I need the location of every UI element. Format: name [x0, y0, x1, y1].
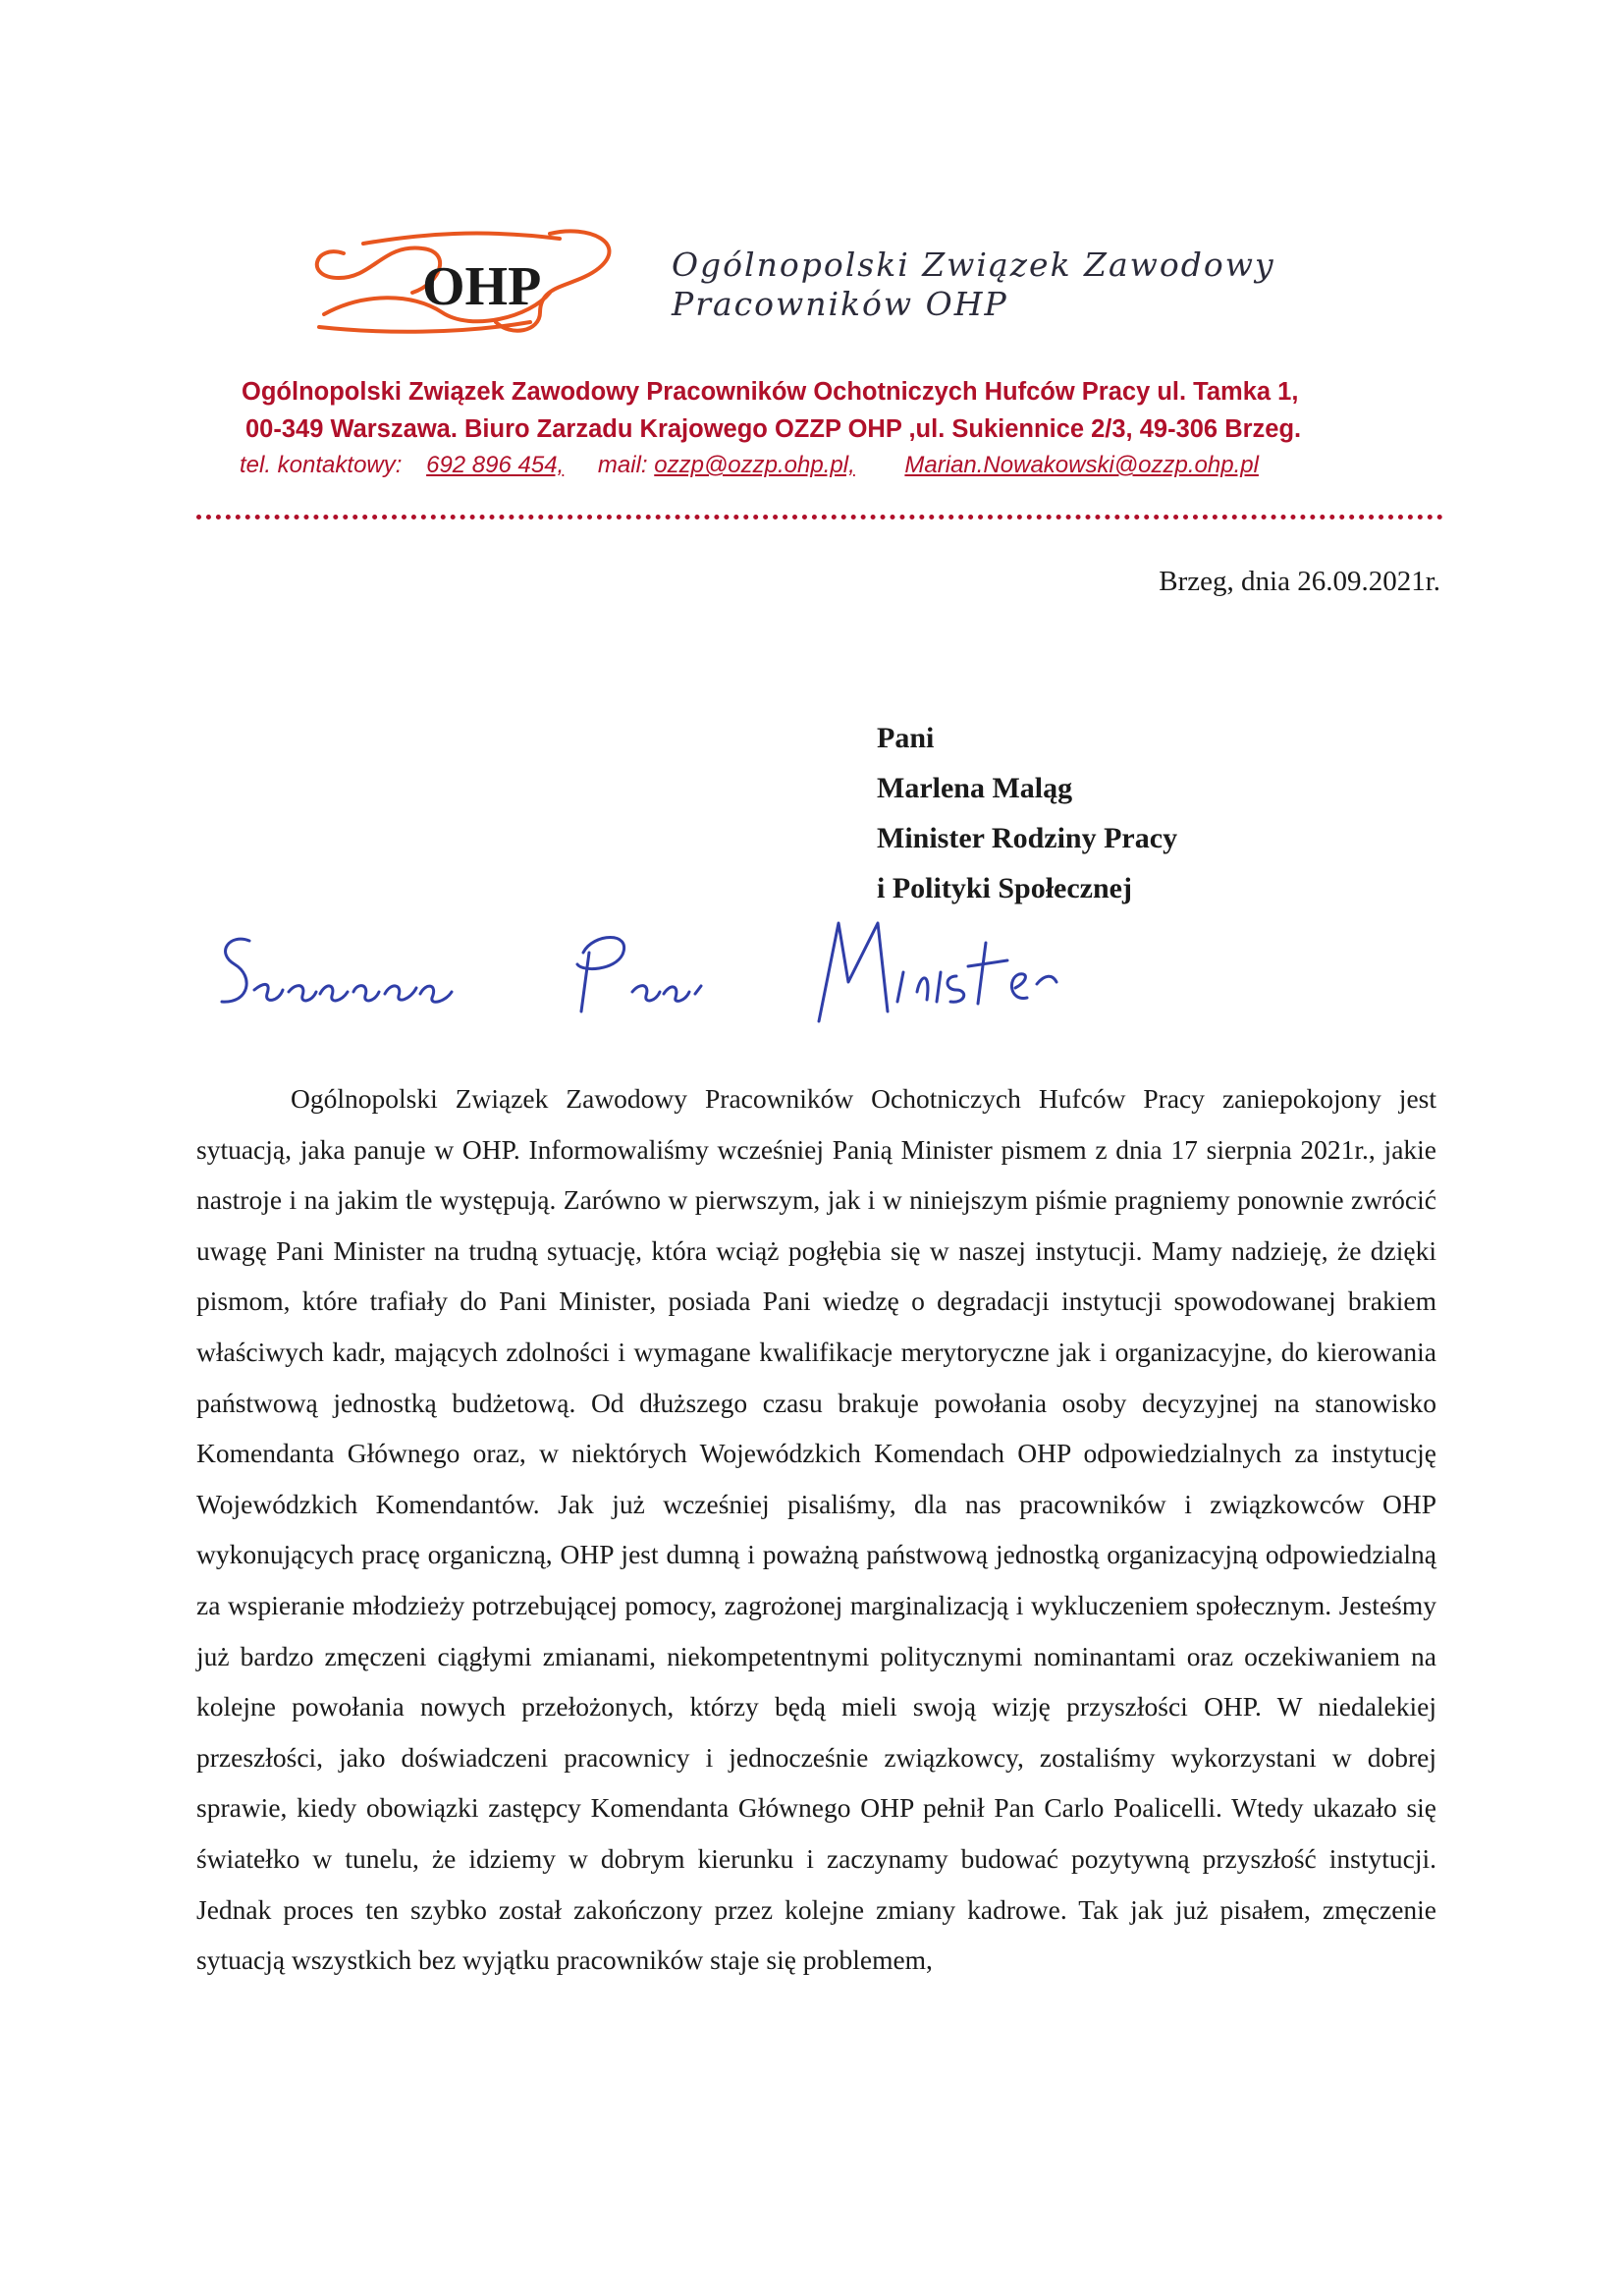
letterhead-org-name [672, 246, 1275, 324]
body-paragraph: Ogólnopolski Związek Zawodowy Pracowników Ochotniczych Hufców Pracy zaniepokojony jest sytuacją, jaka panuje w OHP. Informowaliśmy wcześniej Panią Minister pismem z dnia 17 sierpnia 2021r., jakie nastroje i na jakim tle występują. Zarówno w pierwszym, jak i w niniejszym piśmie pragniemy ponownie zwrócić uwagę Pani Minister na trudną sytuację, która wciąż pogłębia się w naszej instytucji. Mamy nadzieję, że dzięki pismom, które trafiały do Pani Minister, posiada Pani wiedzę o degradacji instytucji spowodowanej brakiem właściwych kadr, mających zdolności i wymagane kwalifikacje merytoryczne jak i organizacyjne, do kierowania państwową jednostką budżetową. Od dłuższego czasu brakuje powołania osoby decyzyjnej na stanowisko Komendanta Głównego oraz, w niektórych Wojewódzkich Komendach OHP odpowiedzialnych za instytucję Wojewódzkich Komendantów. Jak już wcześniej pisaliśmy, dla nas pracowników i związkowców OHP wykonujących pracę organiczną, OHP jest dumną i poważną państwową jednostką organizacyjną odpowiedzialną za wspieranie młodzieży potrzebującej pomocy, zagrożonej marginalizacją i wykluczeniem społecznym. Jesteśmy już bardzo zmęczeni ciągłymi zmianami, niekompetentnymi politycznymi nominantami oraz oczekiwaniem na kolejne powołania nowych przełożonych, którzy będą mieli swoją wizję przyszłości OHP. W niedalekiej przeszłości, jako doświadczeni pracownicy i jednocześnie związkowcy, zostaliśmy wykorzystani w dobrej sprawie, kiedy obowiązki zastępcy Komendanta Głównego OHP pełnił Pan Carlo Poalicelli. Wtedy ukazało się światełko w tunelu, że idziemy w dobrym kierunku i zaczynamy budować pozytywną przyszłość instytucji. Jednak proces ten szybko został zakończony przez kolejne zmiany kadrowe. Tak jak już pisałem, zmęczenie sytuacją wszystkich bez wyjątku pracowników staje się problemem, [196, 1083, 1436, 1976]
recipient-line-3: Minister Rodziny Pracy [877, 822, 1178, 854]
address-line-1: Ogólnopolski Związek Zawodowy Pracowników Ochotniczych Hufców Pracy ul. Tamka 1, [242, 378, 1299, 406]
mail-label: mail: [597, 452, 648, 478]
recipient-line-2: Marlena Maląg [877, 772, 1073, 804]
org-name-line-2: Pracowników OHP [672, 285, 1008, 323]
letterhead-divider [196, 515, 1443, 519]
email-link-primary[interactable]: ozzp@ozzp.ohp.pl, [654, 452, 855, 478]
recipient-line-1: Pani [877, 722, 935, 754]
place-and-date: Brzeg, dnia 26.09.2021r. [1159, 566, 1440, 597]
logo-text: OHP [422, 256, 542, 317]
recipient-block [877, 713, 1177, 913]
letter-body [196, 1073, 1436, 1986]
phone-number: 692 896 454, [426, 452, 565, 478]
handwritten-salutation [210, 913, 1094, 1041]
email-link-secondary[interactable]: Marian.Nowakowski@ozzp.ohp.pl [904, 452, 1259, 478]
letterhead-address [242, 373, 1449, 448]
address-line-2: 00-349 Warszawa. Biuro Zarzadu Krajowego OZZP OHP ,ul. Sukiennice 2/3, 49-306 Brzeg. [245, 415, 1302, 443]
contact-line [240, 452, 1259, 479]
recipient-line-4: i Polityki Społecznej [877, 872, 1132, 904]
ozzp-ohp-logo [304, 224, 638, 342]
org-name-line-1: Ogólnopolski Związek Zawodowy [672, 246, 1275, 284]
contact-label: tel. kontaktowy: [240, 452, 403, 478]
